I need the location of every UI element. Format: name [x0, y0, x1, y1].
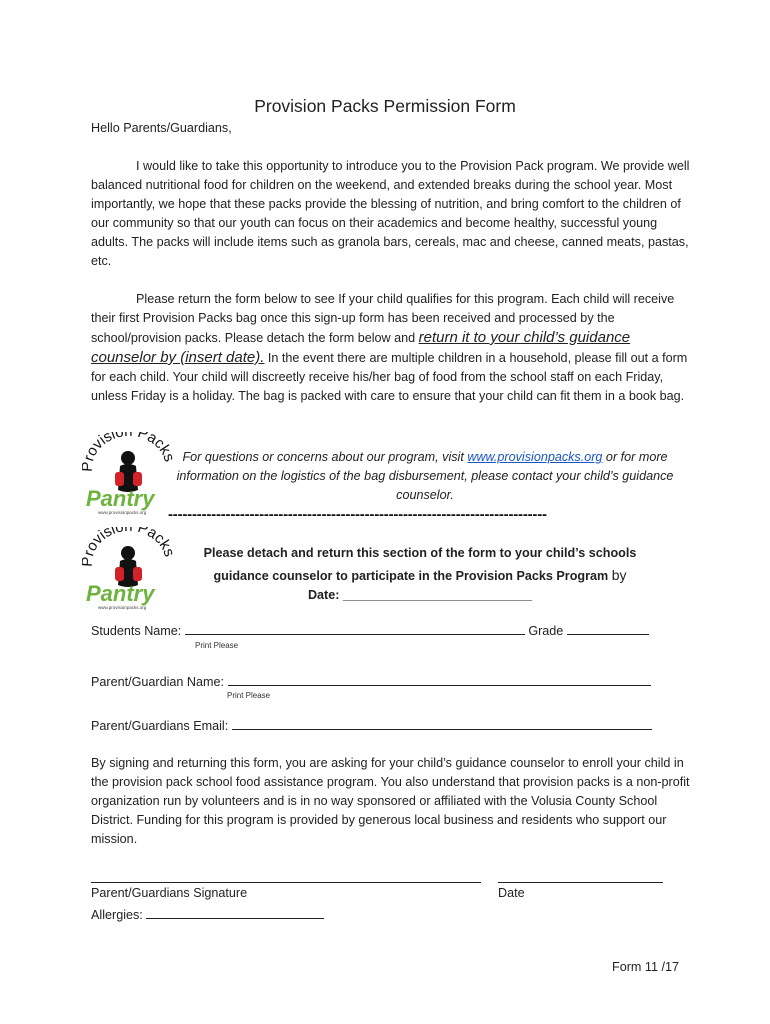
page-title: Provision Packs Permission Form [254, 96, 516, 116]
parent-email-label: Parent/Guardians Email: [91, 719, 229, 733]
detach-by: by [611, 567, 627, 583]
return-paragraph [91, 290, 691, 406]
grade-input[interactable] [567, 622, 649, 635]
signature-date-label: Date [498, 886, 525, 900]
signature-label: Parent/Guardians Signature [91, 886, 248, 900]
detach-line-2 [170, 564, 670, 587]
detach-instructions [170, 542, 670, 603]
questions-note [170, 448, 680, 505]
cut-line: ------------------------------------------------------------------------------- [168, 506, 547, 523]
questions-note-start: For questions or concerns about our program, visit [182, 450, 468, 464]
logo-pantry-word: Pantry [86, 486, 155, 511]
signature-date-line[interactable] [498, 882, 663, 883]
logo-arc-text: rovisio Pack [82, 432, 174, 464]
parent-print-please: Print Please [227, 691, 271, 700]
parent-email-input[interactable] [232, 717, 652, 730]
allergies-row [91, 906, 324, 922]
consent-paragraph: By signing and returning this form, you are asking for your child’s guidance counselor to enroll your child in the provision pack school food assistance program. You also understand that provision packs is a non-profit organization run by volunteers and is in no way sponsored or affiliated with the Volusia County School District. Funding for this program is provided by generous local business and residents who support our mission. [91, 756, 690, 846]
provision-packs-link[interactable]: www.provisionpacks.org [467, 450, 603, 464]
parent-name-label: Parent/Guardian Name: [91, 675, 225, 689]
provision-packs-pantry-logo-2 [82, 527, 174, 613]
questions-note-end: or for more information on the logistics of the bag disbursement, please contact your child’s guidance counselor. [176, 450, 674, 502]
logo-pantry-word: Pantry [86, 581, 155, 606]
student-name-row [91, 622, 649, 638]
signature-line[interactable] [91, 882, 481, 883]
return-paragraph-start: Please return the form below to see If your child qualifies for this program. Each child will receive their first Provision Packs bag once this sign-up form has been received and processed by the school/provision packs. Please detach the form below and [91, 292, 675, 345]
detach-line-1: Please detach and return this section of the form to your child’s schools [203, 546, 637, 560]
allergies-label: Allergies: [91, 908, 143, 922]
return-paragraph-end: In the event there are multiple children in a household, please fill out a form for each child. Your child will discreetly receive his/her bag of food from the school staff on each Friday, unless Friday is a holiday. The bag is packed with care to ensure that your child can fit them in a book bag. [91, 351, 688, 403]
parent-email-row [91, 717, 652, 733]
intro-paragraph: I would like to take this opportunity to introduce you to the Provision Pack program. We provide well balanced nutritional food for children on the weekend, and extended breaks during the school year. Most importantly, we hope that these packs provide the blessing of nutrition, and bring comfort to the children of our community so that our youth can focus on their academics and become healthy, successful young adults. The packs will include items such as granola bars, cereals, mac and cheese, canned meats, pastas, etc. [91, 159, 690, 268]
detach-line-2-text: guidance counselor to participate in the Provision Packs Program [213, 569, 609, 583]
student-print-please: Print Please [195, 641, 239, 650]
parent-name-input[interactable] [228, 673, 651, 686]
student-name-label: Students Name: [91, 624, 182, 638]
logo-arc-text: rovisio Pack [82, 527, 174, 559]
parent-name-row [91, 673, 651, 689]
grade-label: Grade [528, 624, 564, 638]
greeting: Hello Parents/Guardians, [91, 121, 232, 135]
return-deadline-emphasis: return it to your child’s guidance counselor by (insert date). [91, 329, 631, 366]
detach-date-field[interactable]: Date: ___________________________ [307, 588, 533, 602]
provision-packs-pantry-logo [82, 432, 174, 518]
allergies-input[interactable] [146, 906, 324, 919]
form-number: Form 11 /17 [612, 960, 679, 974]
student-name-input[interactable] [185, 622, 525, 635]
logo-url: www.provisionpacks.org [98, 510, 147, 515]
logo-url: www.provisionpacks.org [98, 605, 147, 610]
